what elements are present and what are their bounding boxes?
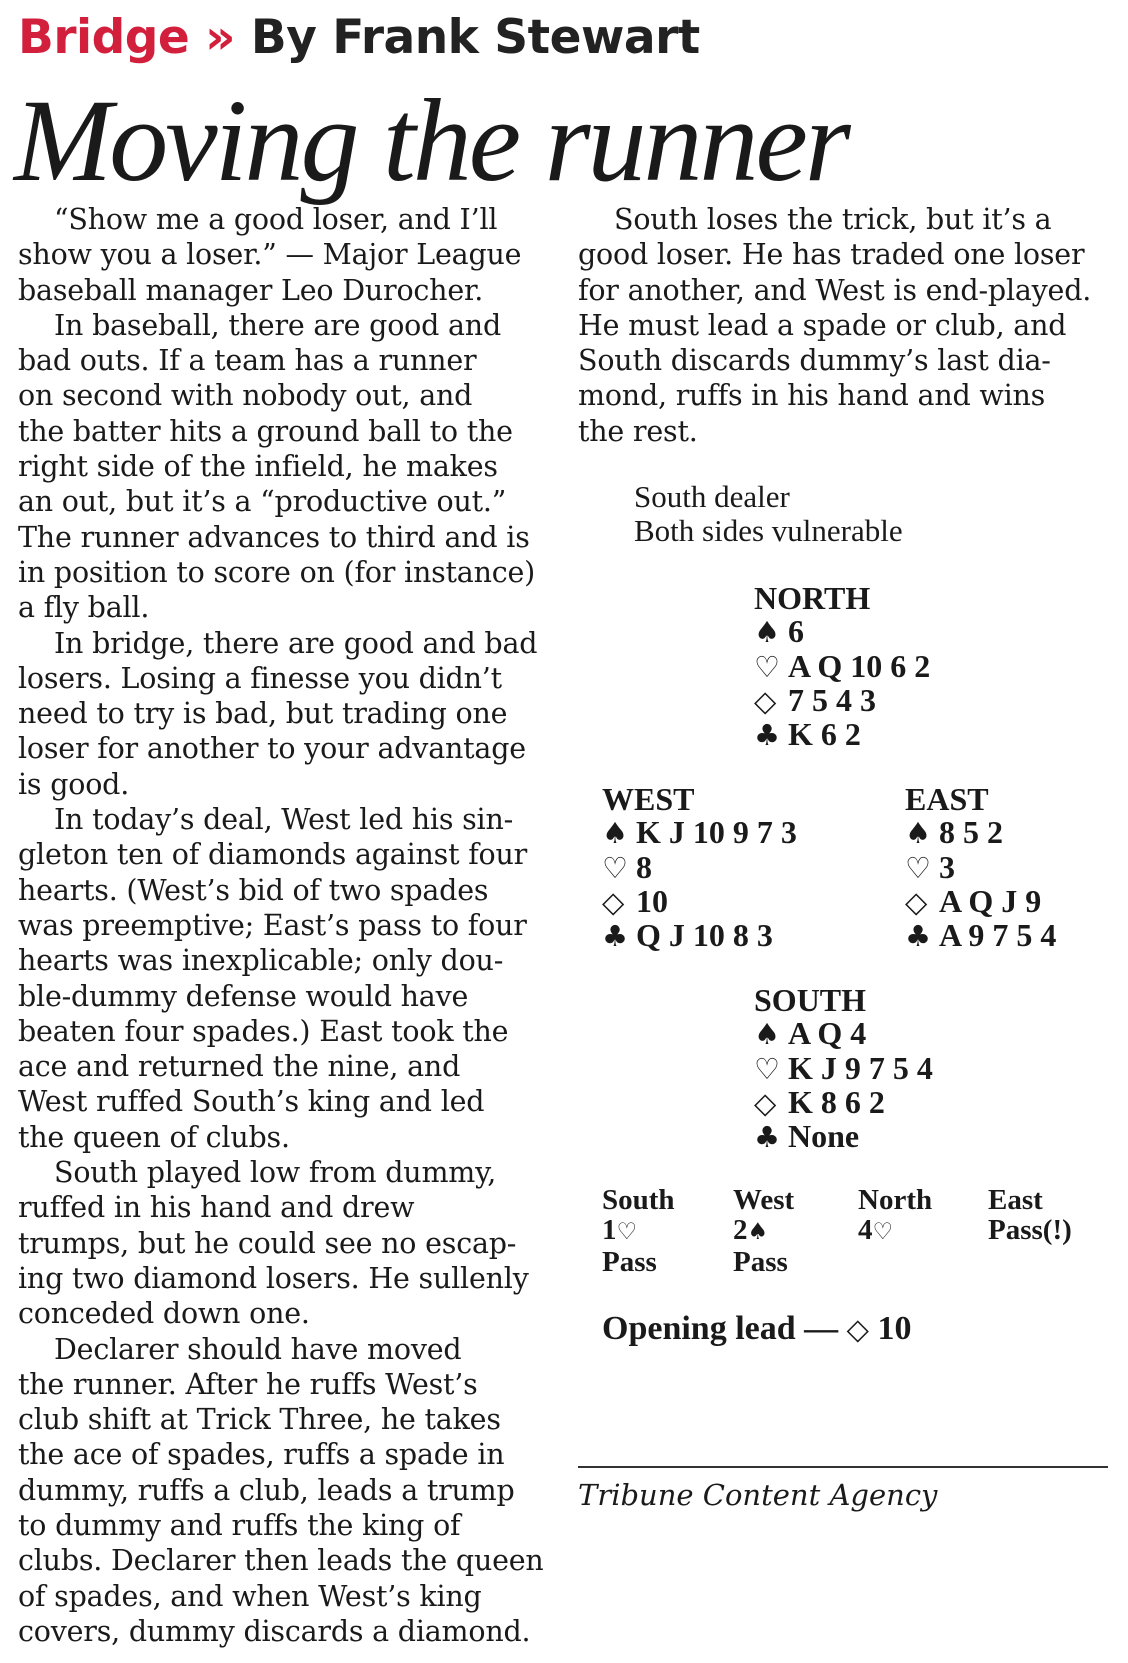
diamond-icon: ◇ [754,683,777,718]
article-line: hearts was inexplicable; only dou- [18,944,504,978]
article-line: hearts. (West’s bid of two spades [18,873,489,907]
heart-icon: ♡ [872,1219,894,1245]
article-line: beaten four spades.) East took the [18,1014,509,1048]
spades-holding: A Q 4 [788,1015,867,1052]
heart-icon: ♡ [616,1219,638,1245]
article-line: In baseball, there are good and [54,308,502,342]
hand-label: SOUTH [754,982,867,1018]
club-icon: ♣ [754,1120,780,1155]
diamond-icon: ◇ [602,884,625,919]
article-line: trumps, but he could see no escap- [18,1226,517,1260]
article-line: need to try is bad, but trading one [18,697,508,731]
spades-holding: K J 10 9 7 3 [636,814,797,851]
article-line: was preemptive; East’s pass to four [18,908,527,942]
article-line: baseball manager Leo Durocher. [18,273,484,307]
article-line: ing two diamond losers. He sullenly [18,1261,529,1295]
diamonds-holding: K 8 6 2 [788,1083,885,1120]
hearts-holding: A Q 10 6 2 [788,647,931,684]
club-icon: ♣ [754,718,780,753]
heart-icon: ♡ [754,649,780,684]
article-column-right [578,202,1118,449]
hand-label: EAST [905,781,989,817]
article-line: ble-dummy defense would have [18,979,469,1013]
article-line: a fly ball. [18,591,150,625]
bid: Pass [602,1246,657,1278]
article-line: ruffed in his hand and drew [18,1191,415,1225]
bid: Pass [733,1246,788,1278]
auction-column-east [988,1185,1118,1245]
spades-holding: 6 [788,613,804,650]
article-line: the rest. [578,414,698,448]
clubs-holding: A 9 7 5 4 [939,917,1057,954]
article-line: the batter hits a ground ball to the [18,414,513,448]
bid-level: 2 [733,1214,748,1246]
article-line: clubs. Declarer then leads the queen [18,1544,544,1578]
article-line: to dummy and ruffs the king of [18,1508,461,1542]
article-line: good loser. He has traded one loser [578,238,1085,272]
hand-north [754,582,930,752]
dealer-text: South dealer [634,479,790,514]
diamond-icon: ◇ [846,1312,869,1346]
opening-lead [602,1310,911,1348]
article-line: for another, and West is end-played. [578,273,1092,307]
article-line: conceded down one. [18,1297,310,1331]
article-line: the queen of clubs. [18,1120,290,1154]
article-line: The runner advances to third and is [18,520,530,554]
bid: Pass(!) [988,1214,1072,1246]
diamonds-holding: 7 5 4 3 [788,681,876,718]
credit-line: Tribune Content Agency [578,1478,938,1512]
article-line: on second with nobody out, and [18,379,473,413]
hand-label: NORTH [754,580,871,616]
article-line: right side of the infield, he makes [18,450,498,484]
article-line: is good. [18,767,130,801]
hand-south [754,984,933,1154]
bid-level: 4 [858,1214,873,1246]
heart-icon: ♡ [754,1051,780,1086]
diamonds-holding: A Q J 9 [939,882,1042,919]
diamonds-holding: 10 [636,882,668,919]
hand-east [905,783,1056,953]
spade-icon: ♠ [754,1017,780,1052]
article-line: Declarer should have moved [54,1332,462,1366]
hearts-holding: K J 9 7 5 4 [788,1049,933,1086]
hearts-holding: 3 [939,848,955,885]
article-line: club shift at Trick Three, he takes [18,1403,501,1437]
article-title: Moving the runner [14,75,848,206]
article-line: the runner. After he ruffs West’s [18,1367,478,1401]
section-label: Bridge [18,10,190,65]
clubs-holding: None [788,1118,860,1155]
diamond-icon: ◇ [754,1085,777,1120]
article-line: He must lead a spade or club, and [578,308,1067,342]
spade-icon: ♠ [602,816,628,851]
hand-label: WEST [602,781,695,817]
clubs-holding: Q J 10 8 3 [636,917,773,954]
spade-icon: ♠ [905,816,931,851]
article-line: gleton ten of diamonds against four [18,838,528,872]
article-line: bad outs. If a team has a runner [18,344,477,378]
article-line: of spades, and when West’s king [18,1579,482,1613]
article-line: mond, ruffs in his hand and wins [578,379,1046,413]
auction-seat-label: West [733,1184,795,1216]
header-separator: » [205,10,236,65]
club-icon: ♣ [602,919,628,954]
article-line: the ace of spades, ruffs a spade in [18,1438,505,1472]
article-line: South discards dummy’s last dia- [578,344,1051,378]
vulnerability-text: Both sides vulnerable [634,513,903,548]
hand-west [602,783,797,953]
clubs-holding: K 6 2 [788,716,861,753]
article-line: losers. Losing a finesse you didn’t [18,661,502,695]
article-line: loser for another to your advantage [18,732,526,766]
article-line: West ruffed South’s king and led [18,1085,485,1119]
heart-icon: ♡ [602,850,628,885]
auction-seat-label: North [858,1184,933,1216]
deal-info [634,480,903,548]
auction-seat-label: East [988,1184,1043,1216]
article-line: ace and returned the nine, and [18,1050,461,1084]
spade-icon: ♠ [747,1219,769,1245]
auction-seat-label: South [602,1184,675,1216]
article-line: “Show me a good loser, and I’ll [54,203,498,236]
article-line: dummy, ruffs a club, leads a trump [18,1473,515,1507]
auction-column-south [602,1185,732,1277]
byline: By Frank Stewart [250,10,700,65]
hearts-holding: 8 [636,848,652,885]
bid-level: 1 [602,1214,617,1246]
article-line: in position to score on (for instance) [18,555,536,589]
article-line: an out, but it’s a “productive out.” [18,485,507,519]
spades-holding: 8 5 2 [939,814,1003,851]
club-icon: ♣ [905,919,931,954]
article-line: In today’s deal, West led his sin- [54,803,514,837]
spade-icon: ♠ [754,615,780,650]
auction-column-north [858,1185,988,1247]
column-header [18,10,700,65]
opening-lead-card: 10 [877,1310,912,1347]
diamond-icon: ◇ [905,884,928,919]
opening-lead-label: Opening lead — [602,1310,839,1347]
article-line: covers, dummy discards a diamond. [18,1614,531,1648]
article-line: show you a loser.” — Major League [18,238,522,272]
article-column-left [18,202,558,1649]
article-line: South played low from dummy, [54,1156,497,1190]
article-line: In bridge, there are good and bad [54,626,538,660]
heart-icon: ♡ [905,850,931,885]
article-line: South loses the trick, but it’s a [614,203,1052,236]
auction-column-west [733,1185,863,1277]
divider [578,1466,1108,1468]
